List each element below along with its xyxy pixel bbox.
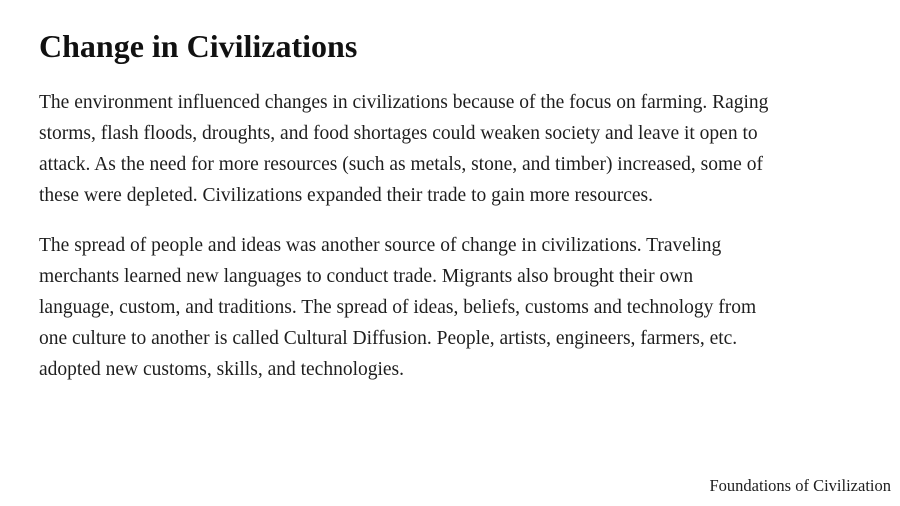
body-paragraph-environment: The environment influenced changes in civilizations because of the focus on farming. Raging storms, flash floods, droughts, and food shortages could weaken society and leave it open to attack. As the need for more resources (such as metals, stone, and timber) increased, some of these were depleted. Civilizations expanded their trade to gain more resources. <box>39 92 769 206</box>
slide-footer: Foundations of Civilization <box>709 476 891 495</box>
slide-title: Change in Civilizations <box>39 28 358 64</box>
body-paragraph-cultural-diffusion: The spread of people and ideas was another source of change in civilizations. Traveling merchants learned new languages to conduct trade. Migrants also brought their own language, custom, and traditions. The spread of ideas, beliefs, customs and technology from one culture to another is called Cultural Diffusion. People, artists, engineers, farmers, etc. adopted new customs, skills, and technologies. <box>39 235 757 380</box>
